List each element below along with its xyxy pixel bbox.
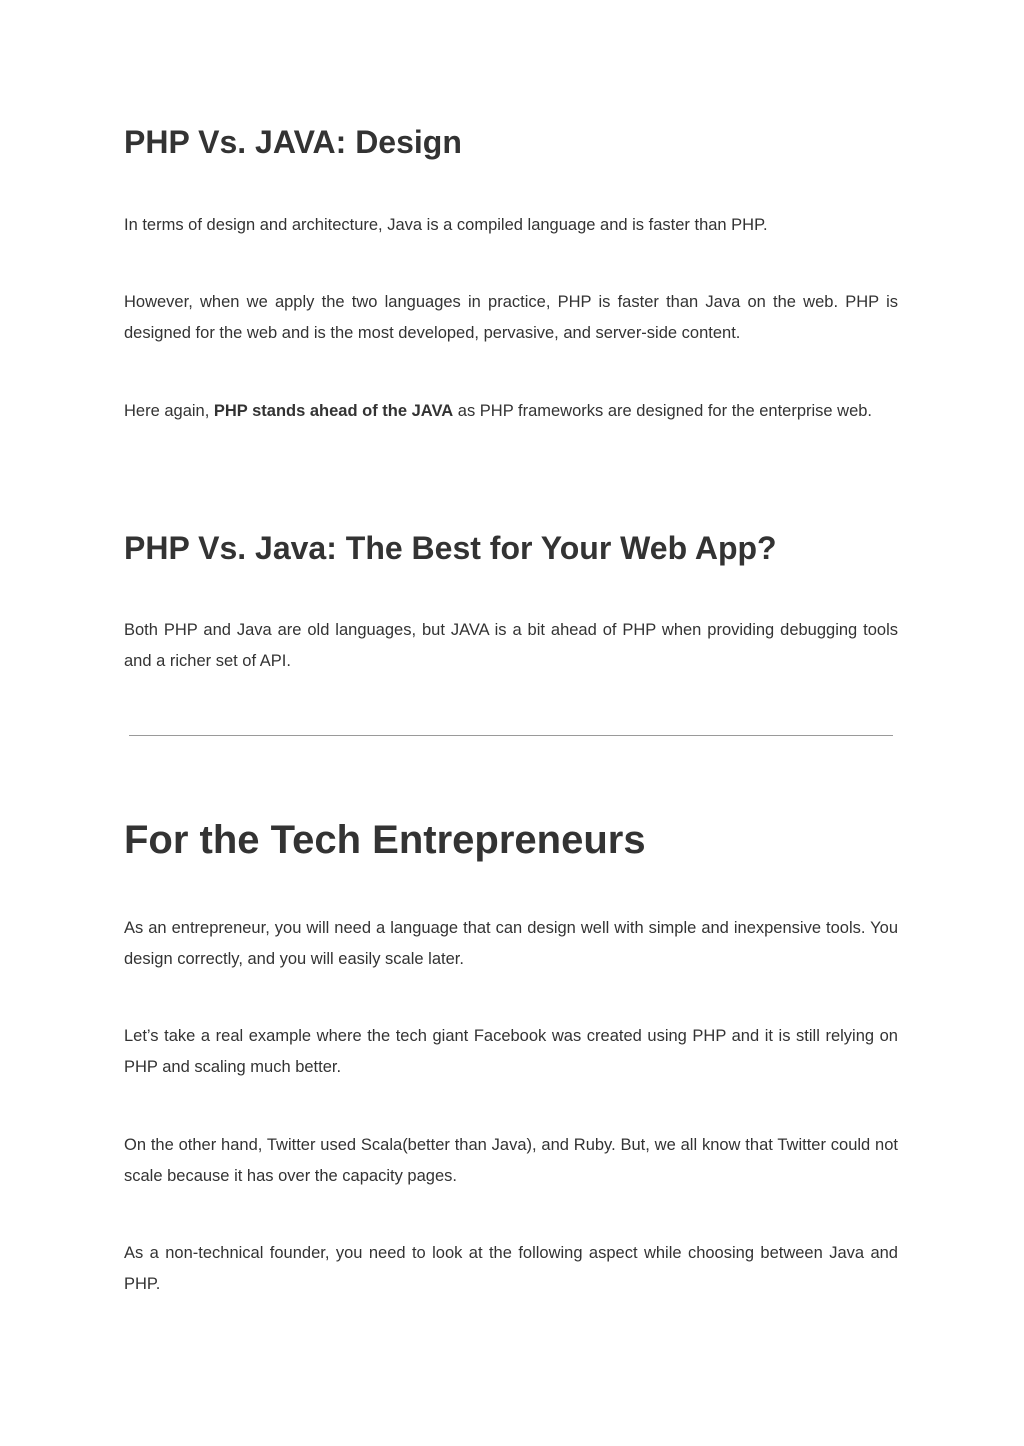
paragraph-facebook-example: Let’s take a real example where the tech giant Facebook was created using PHP and it is still relying on PHP and scaling much better. bbox=[124, 1027, 898, 1076]
paragraph-entrepreneur-language: As an entrepreneur, you will need a language that can design well with simple and inexpensive tools. You design correctly, and you will easily scale later. bbox=[124, 919, 898, 968]
heading-best-for-web-app: PHP Vs. Java: The Best for Your Web App? bbox=[124, 530, 777, 566]
paragraph-design-architecture: In terms of design and architecture, Java is a compiled language and is faster than PHP. bbox=[124, 216, 768, 234]
paragraph-php-faster-web: However, when we apply the two languages in practice, PHP is faster than Java on the web. PHP is designed for the web and is the most developed, pervasive, and server-side content. bbox=[124, 293, 898, 342]
heading-tech-entrepreneurs: For the Tech Entrepreneurs bbox=[124, 818, 646, 862]
horizontal-divider bbox=[129, 735, 893, 736]
paragraph-twitter-example: On the other hand, Twitter used Scala(better than Java), and Ruby. But, we all know that Twitter could not scale because it has over the capacity pages. bbox=[124, 1136, 898, 1185]
paragraph-php-stands-ahead bbox=[124, 396, 898, 427]
heading-php-vs-java-design: PHP Vs. JAVA: Design bbox=[124, 124, 462, 160]
paragraph-both-old-languages: Both PHP and Java are old languages, but JAVA is a bit ahead of PHP when providing debugging tools and a richer set of API. bbox=[124, 621, 898, 670]
bold-emphasis: PHP stands ahead of the JAVA bbox=[213, 402, 454, 420]
paragraph-non-technical-founder: As a non-technical founder, you need to look at the following aspect while choosing between Java and PHP. bbox=[124, 1244, 898, 1293]
paragraph-text-before-bold: Here again, bbox=[124, 402, 214, 420]
paragraph-text-after-bold: as PHP frameworks are designed for the enterprise web. bbox=[453, 402, 873, 420]
